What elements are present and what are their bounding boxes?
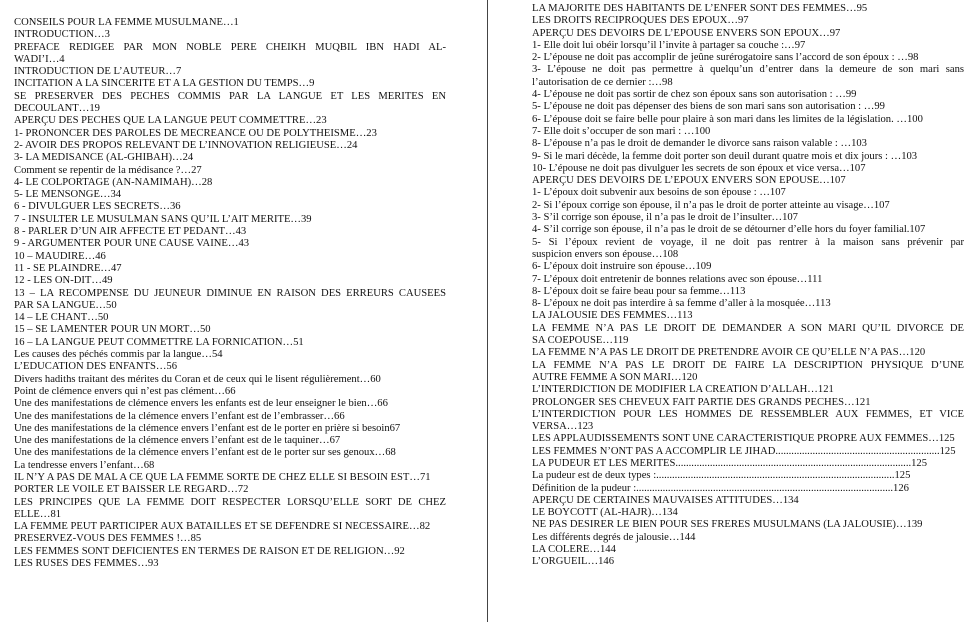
toc-entry: 6- L’époux doit instruire son épouse…109	[532, 261, 712, 273]
toc-entry: 8- L’époux doit se faire beau pour sa femme…113	[532, 285, 746, 297]
toc-entry: CONSEILS POUR LA FEMME MUSULMANE…1	[14, 17, 239, 28]
toc-entry: 7 - INSULTER LE MUSULMAN SANS QU’IL L’AIT MERITE…39	[14, 213, 312, 225]
toc-entry: 15 – SE LAMENTER POUR UN MORT…50	[14, 324, 211, 336]
toc-entry: APERÇU DE CERTAINES MAUVAISES ATTITUDES…134	[532, 494, 799, 506]
toc-entry: ELLE…81	[14, 508, 62, 520]
toc-entry: 6- L’épouse doit se faire belle pour plaire à son mari dans les limites de la législation. …100	[532, 113, 923, 125]
toc-entry: 1- PRONONCER DES PAROLES DE MECREANCE OU DE POLYTHEISME…23	[14, 127, 377, 139]
toc-entry: Définition de la pudeur :.................................................................................................126	[532, 482, 909, 494]
toc-entry: Une des manifestations de la clémence envers l’enfant est de le porter en prière si besoin67	[14, 422, 401, 434]
toc-entry: 3- LA MEDISANCE (AL-GHIBAH)…24	[14, 152, 194, 164]
toc-entry: LA FEMME PEUT PARTICIPER AUX BATAILLES ET SE DEFENDRE SI NECESSAIRE…82	[14, 521, 431, 533]
toc-entry: LA PUDEUR ET LES MERITES.........................................................................................125	[532, 457, 928, 469]
toc-entry: APERÇU DES DEVOIRS DE L’EPOUX ENVERS SON EPOUSE…107	[532, 175, 846, 187]
toc-entry: 3- L’épouse ne doit pas permettre à quelqu’un d’entrer dans la demeure de son mari sans	[532, 64, 964, 76]
toc-entry: APERÇU DES DEVOIRS DE L’EPOUSE ENVERS SON EPOUX…97	[532, 27, 841, 39]
toc-entry: SA COEPOUSE…119	[532, 335, 629, 347]
toc-entry: 2- L’épouse ne doit pas accomplir de jeûne surérogatoire sans l’accord de son époux : …98	[532, 52, 919, 64]
toc-entry: Une des manifestations de la clémence envers l’enfant est de le taquiner…67	[14, 435, 341, 447]
toc-entry: La tendresse envers l’enfant…68	[14, 459, 155, 471]
toc-entry: PRESERVEZ-VOUS DES FEMMES !…85	[14, 533, 202, 545]
toc-entry: 8- L’époux ne doit pas interdire à sa femme d’aller à la mosquée…113	[532, 298, 831, 310]
toc-entry: LA JALOUSIE DES FEMMES…113	[532, 310, 693, 322]
toc-entry: INTRODUCTION DE L’AUTEUR…7	[14, 66, 182, 78]
toc-entry: LE BOYCOTT (AL-HAJR)…134	[532, 507, 678, 519]
toc-right-column	[532, 0, 964, 622]
toc-entry: IL N’Y A PAS DE MAL A CE QUE LA FEMME SORTE DE CHEZ ELLE SI BESOIN EST…71	[14, 471, 431, 483]
toc-entry: Les causes des péchés commis par la langue…54	[14, 349, 223, 361]
toc-entry: 13 – LA RECOMPENSE DU JEUNEUR DIMINUE EN RAISON DES ERREURS CAUSEES	[14, 287, 446, 299]
toc-entry: L’EDUCATION DES ENFANTS…56	[14, 361, 178, 373]
toc-entry: 5- LE MENSONGE…34	[14, 189, 122, 201]
toc-entry: LES FEMMES SONT DEFICIENTES EN TERMES DE RAISON ET DE RELIGION…92	[14, 545, 405, 557]
toc-entry: LA COLERE…144	[532, 544, 616, 556]
toc-entry: PROLONGER SES CHEVEUX FAIT PARTIE DES GRANDS PECHES…121	[532, 396, 871, 408]
toc-entry: suspicion envers son épouse…108	[532, 248, 679, 260]
toc-entry: 2- Si l’époux corrige son épouse, il n’a pas le droit de porter atteinte au visage…107	[532, 199, 890, 211]
toc-left-column	[14, 0, 446, 622]
toc-entry: 9 - ARGUMENTER POUR UNE CAUSE VAINE…43	[14, 238, 250, 250]
toc-entry: AUTRE FEMME A SON MARI…120	[532, 371, 698, 383]
toc-entry: 4- S’il corrige son épouse, il n’a pas le droit de se détourner d’elle hors du foyer familial.107	[532, 224, 926, 236]
toc-entry: Point de clémence envers qui n’est pas clément…66	[14, 385, 236, 397]
toc-entry: LES PRINCIPES QUE LA FEMME DOIT RESPECTER LORSQU’ELLE SORT DE CHEZ	[14, 496, 446, 508]
toc-entry: LES FEMMES N’ONT PAS A ACCOMPLIR LE JIHAD..............................................................125	[532, 445, 956, 457]
toc-entry: 3- S’il corrige son épouse, il n’a pas le droit de l’insulter…107	[532, 212, 798, 224]
toc-entry: Une des manifestations de clémence envers les enfants est de leur enseigner le bien…66	[14, 398, 388, 410]
toc-entry: LA MAJORITE DES HABITANTS DE L’ENFER SONT DES FEMMES…95	[532, 3, 868, 14]
toc-entry: 6 - DIVULGUER LES SECRETS…36	[14, 201, 181, 213]
toc-entry: 4- LE COLPORTAGE (AN-NAMIMAH)…28	[14, 176, 213, 188]
toc-entry: PAR SA LANGUE…50	[14, 299, 117, 311]
toc-entry: 8- L’épouse n’a pas le droit de demander le divorce sans raison valable : …103	[532, 138, 867, 150]
toc-entry: 2- AVOIR DES PROPOS RELEVANT DE L’INNOVATION RELIGIEUSE…24	[14, 139, 358, 151]
toc-entry: Une des manifestations de la clémence envers l’enfant est de l’embrasser…66	[14, 410, 345, 422]
toc-entry: 11 - SE PLAINDRE…47	[14, 262, 122, 274]
toc-entry: 7- L’époux doit entretenir de bonnes relations avec son épouse…111	[532, 273, 823, 285]
toc-entry: Comment se repentir de la médisance ?…27	[14, 164, 202, 176]
toc-entry: 7- Elle doit s’occuper de son mari : …100	[532, 125, 711, 137]
toc-entry: LA FEMME N’A PAS LE DROIT DE PRETENDRE AVOIR CE QU’ELLE N’A PAS…120	[532, 347, 926, 359]
toc-entry: PREFACE REDIGEE PAR MON NOBLE PERE CHEIKH MUQBIL IBN HADI AL-	[14, 41, 446, 53]
toc-entry: LES RUSES DES FEMMES…93	[14, 558, 159, 570]
toc-entry: 4- L’épouse ne doit pas sortir de chez son époux sans son autorisation : …99	[532, 89, 857, 101]
toc-entry: PORTER LE VOILE ET BAISSER LE REGARD…72	[14, 484, 249, 496]
toc-entry: VERSA…123	[532, 421, 594, 433]
toc-entry: INCITATION A LA SINCERITE ET A LA GESTION DU TEMPS…9	[14, 78, 315, 90]
toc-entry: 16 – LA LANGUE PEUT COMMETTRE LA FORNICATION…51	[14, 336, 304, 348]
toc-entry: Divers hadiths traitant des mérites du Coran et de ceux qui le lisent régulièrement…60	[14, 373, 381, 385]
toc-entry: LA FEMME N’A PAS LE DROIT DE DEMANDER A SON MARI QU’IL DIVORCE DE	[532, 322, 964, 334]
toc-entry: 5- Si l’époux revient de voyage, il ne doit pas rentrer à la maison sans prévenir par	[532, 236, 964, 248]
toc-entry: LA FEMME N’A PAS LE DROIT DE FAIRE LA DESCRIPTION PHYSIQUE D’UNE	[532, 359, 964, 371]
toc-entry: INTRODUCTION…3	[14, 29, 110, 41]
toc-entry: LES APPLAUDISSEMENTS SONT UNE CARACTERISTIQUE PROPRE AUX FEMMES…125	[532, 433, 955, 445]
toc-entry: L’ORGUEIL…146	[532, 556, 614, 568]
toc-entry: 10 – MAUDIRE…46	[14, 250, 106, 262]
toc-entry: La pudeur est de deux types :..........................................................................................125	[532, 470, 911, 482]
toc-entry: 9- Si le mari décède, la femme doit porter son deuil durant quatre mois et dix jours : …103	[532, 150, 918, 162]
toc-entry: 8 - PARLER D’UN AIR AFFECTE ET PEDANT…43	[14, 226, 247, 238]
toc-entry: Une des manifestations de la clémence envers l’enfant est de le porter sur ses genoux…68	[14, 447, 396, 459]
toc-entry: DECOULANT…19	[14, 103, 100, 115]
toc-entry: NE PAS DESIRER LE BIEN POUR SES FRERES MUSULMANS (LA JALOUSIE)…139	[532, 519, 923, 531]
toc-entry: LES DROITS RECIPROQUES DES EPOUX…97	[532, 15, 749, 27]
toc-entry: 10- L’épouse ne doit pas divulguer les secrets de son époux et vice versa…107	[532, 162, 866, 174]
toc-entry: APERÇU DES PECHES QUE LA LANGUE PEUT COMMETTRE…23	[14, 115, 327, 127]
toc-entry: L’INTERDICTION DE MODIFIER LA CREATION D’ALLAH…121	[532, 384, 834, 396]
toc-entry: 1- Elle doit lui obéir lorsqu’il l’invite à partager sa couche :…97	[532, 39, 806, 51]
toc-entry: L’INTERDICTION POUR LES HOMMES DE RESSEMBLER AUX FEMMES, ET VICE	[532, 408, 964, 420]
toc-entry: SE PRESERVER DES PECHES COMMIS PAR LA LANGUE ET LES MERITES EN	[14, 90, 446, 102]
toc-entry: l’autorisation de ce dernier :…98	[532, 76, 673, 88]
toc-entry: 12 - LES ON-DIT…49	[14, 275, 113, 287]
toc-entry: WADI’I…4	[14, 53, 65, 65]
toc-entry: 5- L’épouse ne doit pas dépenser des biens de son mari sans son autorisation : …99	[532, 101, 885, 113]
toc-entry: 1- L’époux doit subvenir aux besoins de son épouse : …107	[532, 187, 786, 199]
toc-entry: 14 – LE CHANT…50	[14, 312, 109, 324]
toc-entry: Les différents degrés de jalousie…144	[532, 531, 696, 543]
column-divider	[487, 0, 488, 622]
